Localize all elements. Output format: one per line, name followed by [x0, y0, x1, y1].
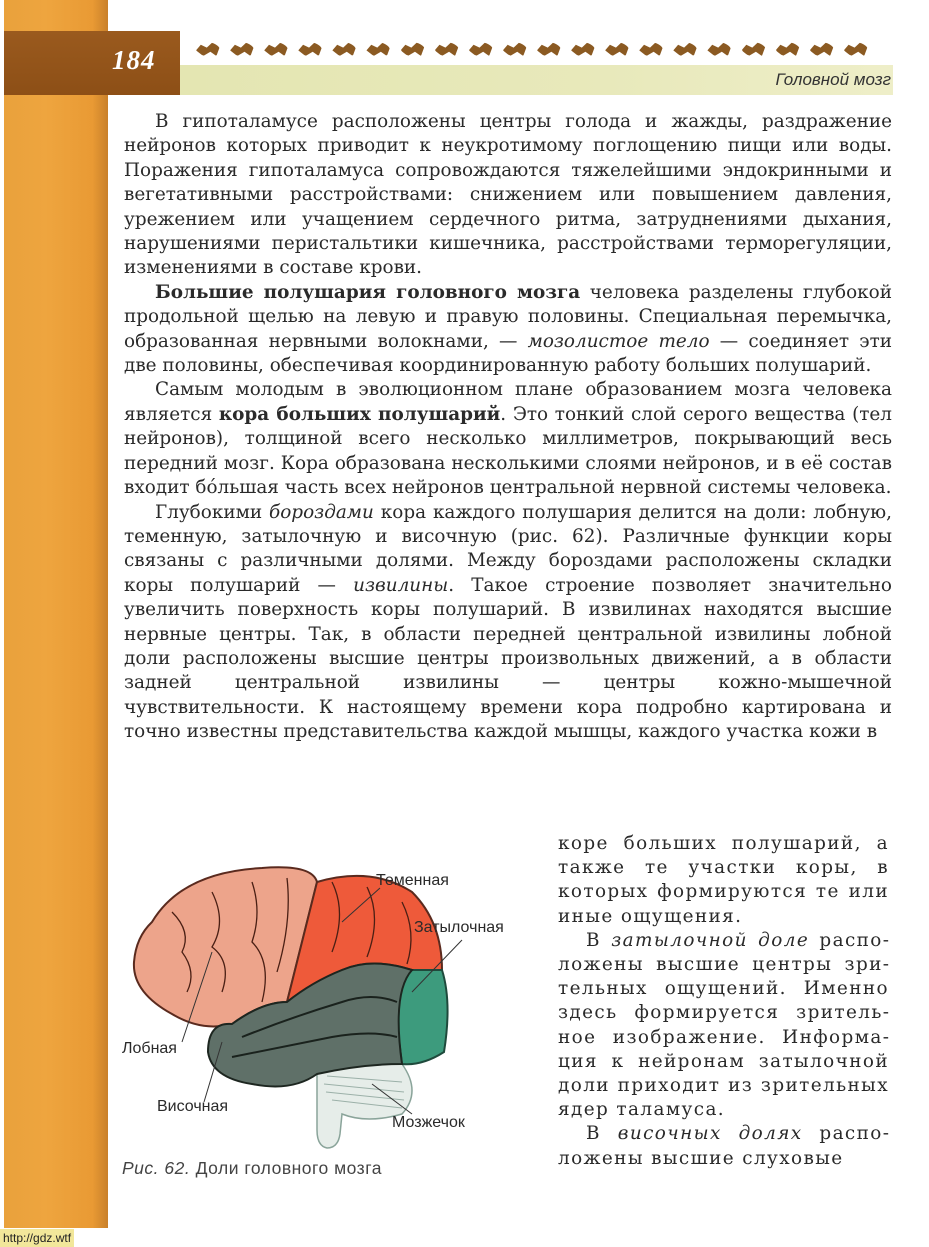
animal-silhouette-icon: [298, 42, 322, 56]
text-run: В: [586, 929, 612, 951]
text-run: расположены высшие слуховые: [558, 1123, 889, 1169]
animal-silhouette-icon: [401, 42, 425, 56]
text-run: кора каждого полушария делится на доли: лобную, теменную, затылочную и височную (рис. 62). Различные функции коры связаны с различными долями. Между бороздами расположены складки коры полушарий —: [124, 501, 893, 596]
italic-term: бороздами: [269, 501, 374, 523]
paragraph: [124, 110, 892, 281]
text-run: расположены высшие центры зрительных ощущений. Именно здесь формируется зрительное изображение. Информация к нейронам затылочной доли приходит из зрительных ядер таламуса.: [558, 929, 889, 1121]
label-frontal: Лобная: [122, 1040, 177, 1057]
animal-silhouette-icon: [571, 42, 595, 56]
animal-silhouette-icon: [503, 42, 527, 56]
brain-lobes-figure: [112, 852, 532, 1152]
animal-silhouette-icon: [332, 42, 356, 56]
paragraph: [124, 501, 892, 745]
page-number: 184: [112, 45, 156, 75]
animal-silhouette-icon: [605, 42, 629, 56]
paragraph: [124, 281, 892, 379]
main-text: [124, 110, 892, 745]
animal-silhouette-icon: [707, 42, 731, 56]
section-title: Головной мозг: [775, 70, 891, 89]
italic-term: затылочной доле: [611, 929, 810, 951]
text-run: В гипоталамусе расположены центры голода и жажды, раздражение нейронов которых приводит к неукротимому поглощению пищи или воды. Поражения гипоталамуса сопровождаются тяжелейшими эндокринными и вегетативными расстройствами: снижением или повышением давления, урежением или учащением сердечного ритма, затруднениями дыхания, нарушениями перистальтики кишечника, расстройствами терморегуляции, изменениями в составе крови.: [124, 111, 892, 279]
label-parietal: Теменная: [376, 872, 449, 889]
paragraph: [558, 929, 889, 1123]
paragraph: [558, 1122, 889, 1170]
label-occipital: Затылочная: [414, 919, 504, 936]
text-run: . Это тонкий слой серого вещества (тел нейронов), толщиной всего несколько миллиметров, покрывающий весь передний мозг. Кора образована несколькими слоями нейронов, и в её состав входит бóльшая часть всех нейронов центральной нервной системы человека.: [124, 403, 892, 499]
right-column-text: [558, 832, 889, 1171]
caption-prefix: Рис. 62.: [122, 1158, 191, 1178]
animal-silhouette-icon: [264, 42, 288, 56]
label-cerebellum: Мозжечок: [392, 1114, 465, 1131]
animal-silhouette-icon: [844, 42, 868, 56]
text-run: — соединяет эти две половины, обеспечивая координированную работу больших полушарий.: [124, 330, 892, 377]
bold-term: кора больших полушарий: [218, 403, 501, 425]
animal-silhouette-icon: [776, 42, 800, 56]
source-url[interactable]: http://gdz.wtf: [0, 1229, 74, 1247]
animal-silhouette-icon: [196, 42, 220, 56]
animal-silhouette-icon: [639, 42, 663, 56]
text-run: коре больших полушарий, а также те участки коры, в которых формируются те или иные ощущения.: [558, 833, 889, 927]
text-run: человека разделены глубокой продольной щелью на левую и правую половины. Специальная перемычка, образованная нервными волокнами, —: [124, 281, 892, 352]
animal-silhouette-icon: [742, 42, 766, 56]
animal-silhouette-icon: [537, 42, 561, 56]
animal-silhouette-icon: [366, 42, 390, 56]
text-run: . Такое строение позволяет значительно увеличить поверхность коры полушарий. В извилинах находятся высшие нервные центры. Так, в области передней центральной извилины лобной доли расположены высшие центры произвольных движений, а в области задней центральной извилины — центры кожно-мышечной чувствительности. К настоящему времени кора подробно картирована и точно известны представительства каждой мышцы, каждого участка кожи в: [124, 574, 893, 743]
animal-silhouette-icon: [810, 42, 834, 56]
animal-silhouette-icon: [673, 42, 697, 56]
italic-term: мозолистое тело: [527, 330, 710, 352]
figure-caption: [122, 1158, 382, 1179]
animal-silhouette-icon: [230, 42, 254, 56]
side-decorative-strip: [4, 0, 108, 1228]
italic-term: височных долях: [617, 1123, 803, 1145]
bold-term: Большие полушария головного мозга: [155, 281, 581, 303]
text-run: Самым молодым в эволюционном плане образованием мозга человека является: [124, 379, 892, 425]
italic-term: извилины: [353, 574, 449, 596]
animal-silhouettes-decoration: [196, 36, 868, 62]
animal-silhouette-icon: [435, 42, 459, 56]
paragraph: [124, 378, 892, 500]
paragraph: [558, 832, 889, 929]
label-temporal: Височная: [157, 1098, 229, 1115]
animal-silhouette-icon: [469, 42, 493, 56]
text-run: В: [586, 1123, 618, 1145]
caption-text: Доли головного мозга: [195, 1158, 382, 1178]
text-run: Глубокими: [155, 501, 270, 523]
